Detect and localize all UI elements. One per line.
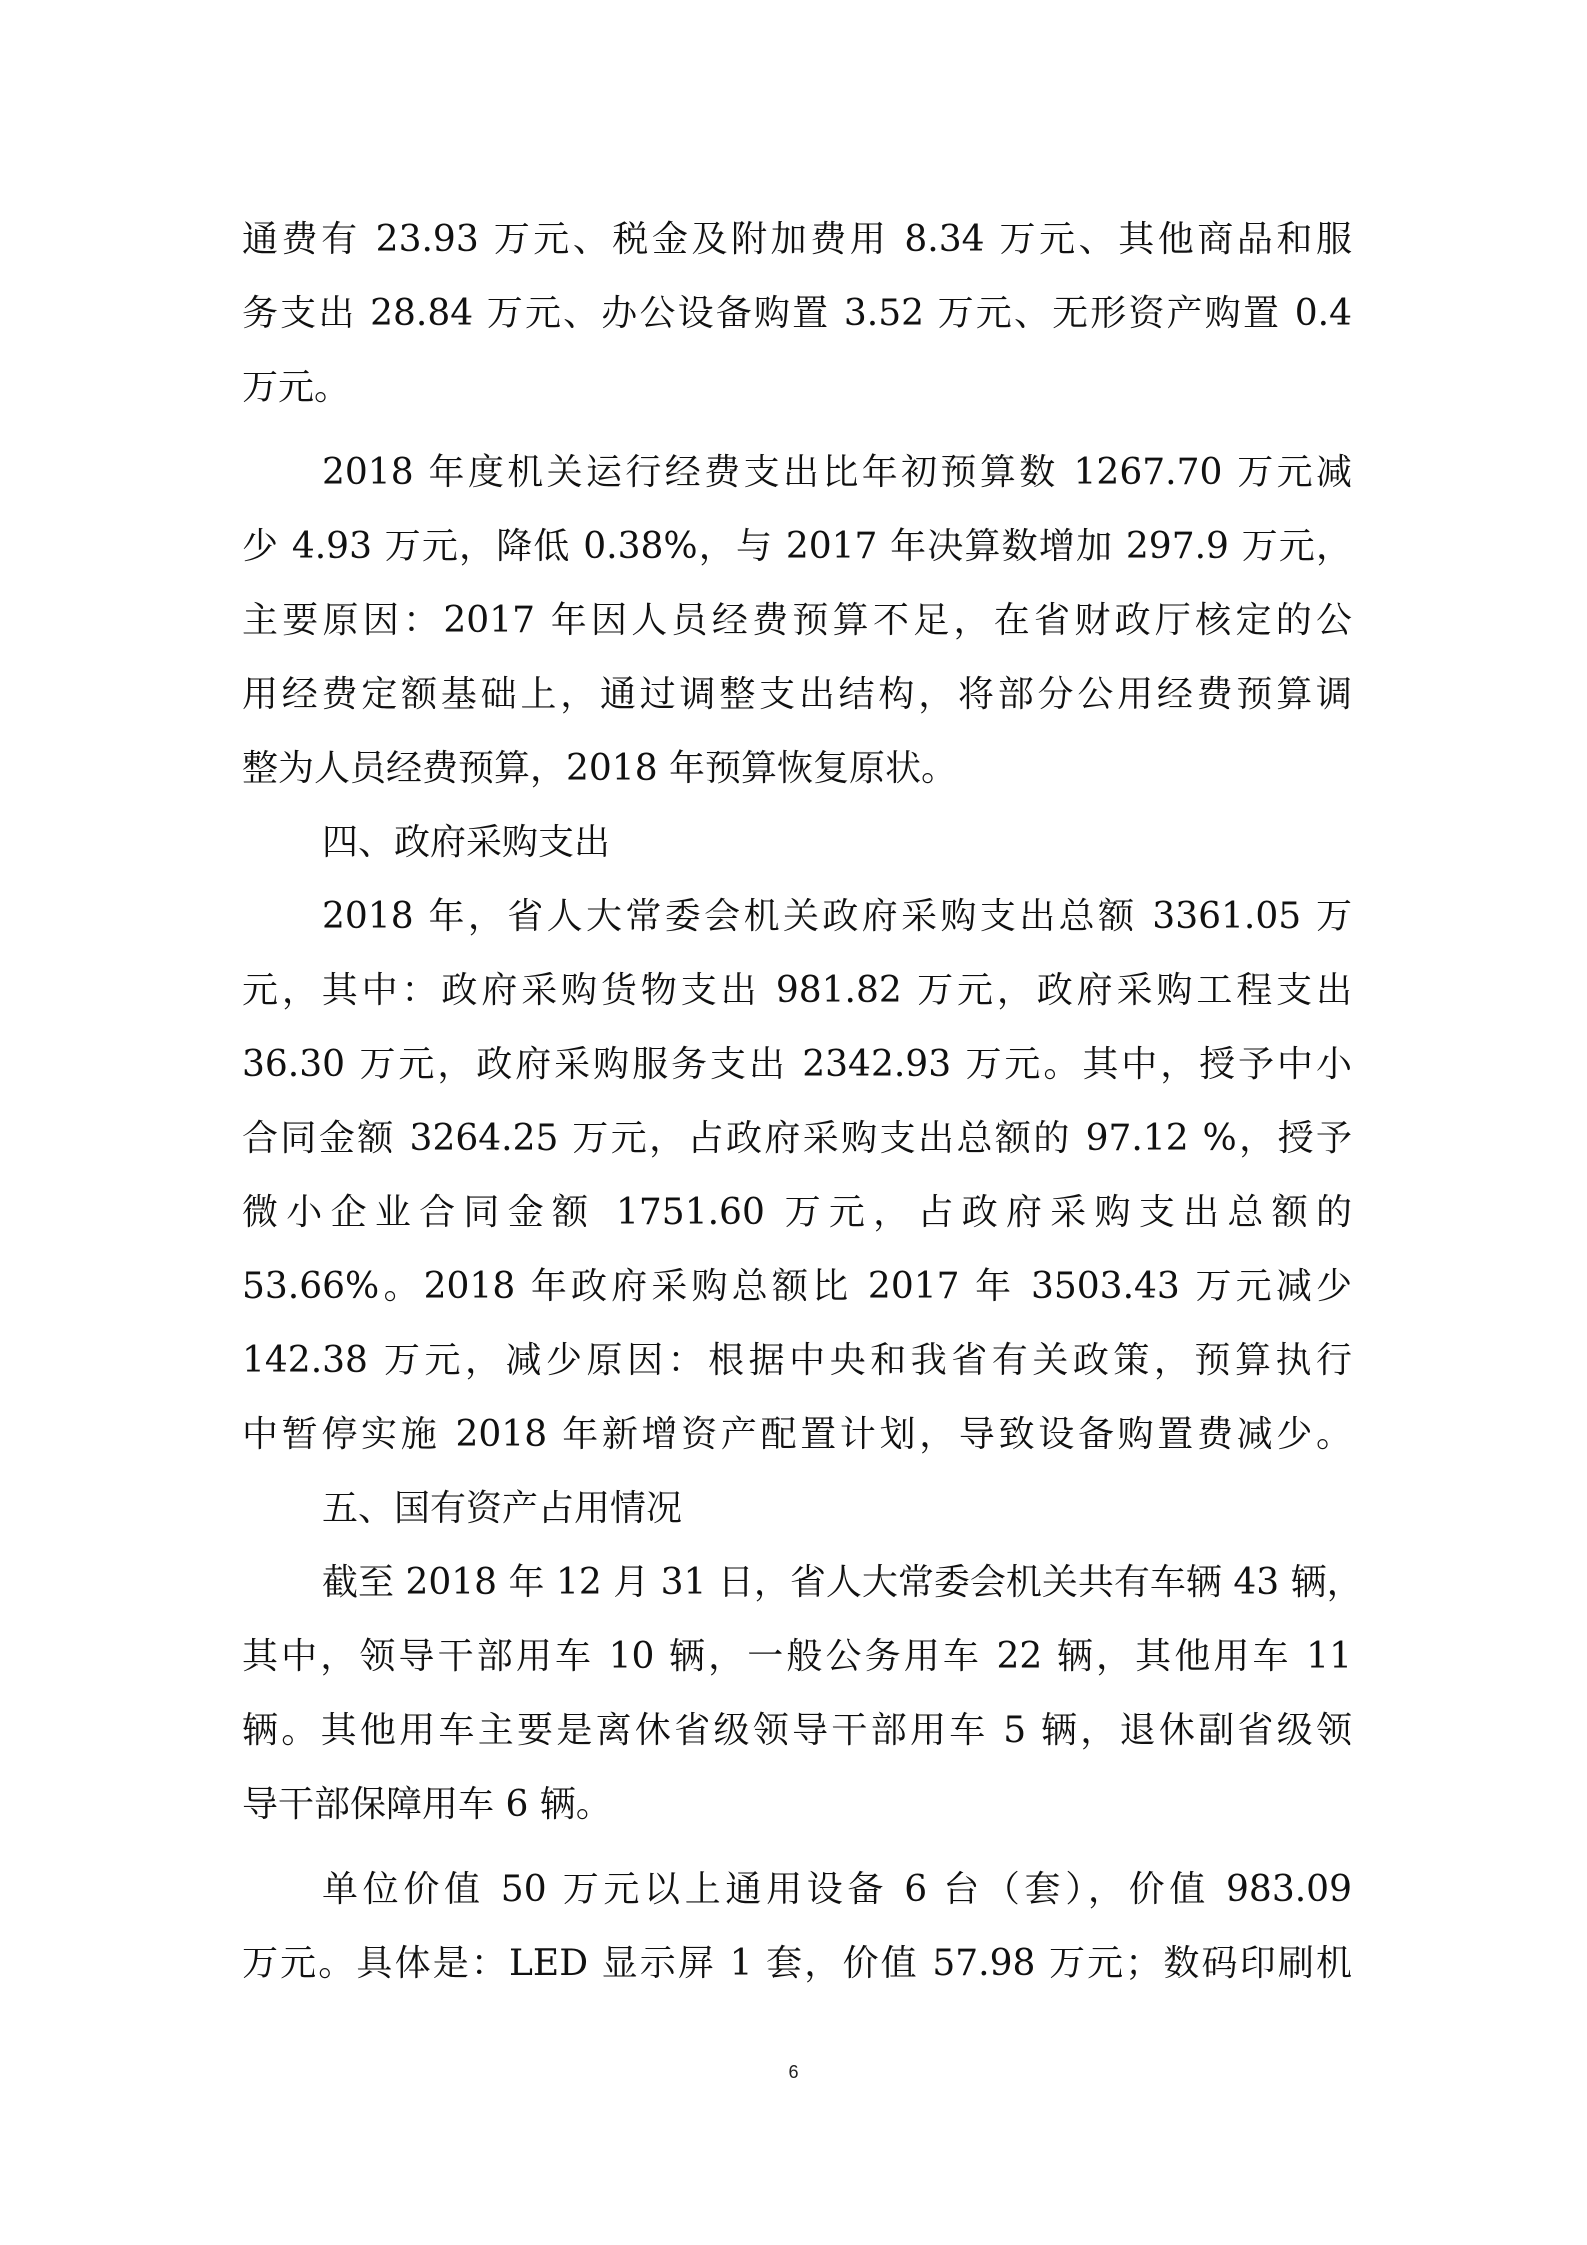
text-line: 通费有 23.93 万元、税金及附加费用 8.34 万元、其他商品和服	[242, 219, 1352, 260]
text-line: 万元。具体是：LED 显示屏 1 套，价值 57.98 万元；数码印刷机	[242, 1943, 1352, 1984]
text-line: 辆。其他用车主要是离休省级领导干部用车 5 辆，退休副省级领	[242, 1710, 1352, 1751]
section-heading: 四、政府采购支出	[322, 822, 611, 863]
text-line: 单位价值 50 万元以上通用设备 6 台（套），价值 983.09	[322, 1869, 1352, 1910]
text-line: 中暂停实施 2018 年新增资产配置计划，导致设备购置费减少。	[242, 1414, 1352, 1455]
text-line: 截至 2018 年 12 月 31 日，省人大常委会机关共有车辆 43 辆，	[322, 1562, 1363, 1603]
text-line: 务支出 28.84 万元、办公设备购置 3.52 万元、无形资产购置 0.4	[242, 293, 1352, 334]
text-line: 142.38 万元，减少原因：根据中央和我省有关政策，预算执行	[242, 1340, 1352, 1381]
text-line: 其中，领导干部用车 10 辆，一般公务用车 22 辆，其他用车 11	[242, 1636, 1352, 1677]
text-line: 合同金额 3264.25 万元，占政府采购支出总额的 97.12 %，授予	[242, 1118, 1352, 1159]
text-line: 元，其中：政府采购货物支出 981.82 万元，政府采购工程支出	[242, 970, 1352, 1011]
text-line: 整为人员经费预算，2018 年预算恢复原状。	[242, 748, 958, 789]
text-line: 2018 年度机关运行经费支出比年初预算数 1267.70 万元减	[322, 452, 1352, 493]
text-line: 导干部保障用车 6 辆。	[242, 1784, 612, 1825]
text-line: 2018 年，省人大常委会机关政府采购支出总额 3361.05 万	[322, 896, 1352, 937]
text-line: 少 4.93 万元，降低 0.38%，与 2017 年决算数增加 297.9 万元，	[242, 526, 1352, 567]
text-line: 53.66%。2018 年政府采购总额比 2017 年 3503.43 万元减少	[242, 1266, 1352, 1307]
text-line: 万元。	[242, 367, 351, 408]
section-heading: 五、国有资产占用情况	[322, 1488, 683, 1529]
page-number: 6	[788, 2062, 799, 2082]
text-line: 主要原因：2017 年因人员经费预算不足，在省财政厅核定的公	[242, 600, 1352, 641]
text-line: 用经费定额基础上，通过调整支出结构，将部分公用经费预算调	[242, 674, 1352, 715]
text-line: 36.30 万元，政府采购服务支出 2342.93 万元。其中，授予中小	[242, 1044, 1352, 1085]
text-line: 微小企业合同金额 1751.60 万元，占政府采购支出总额的	[242, 1192, 1352, 1233]
